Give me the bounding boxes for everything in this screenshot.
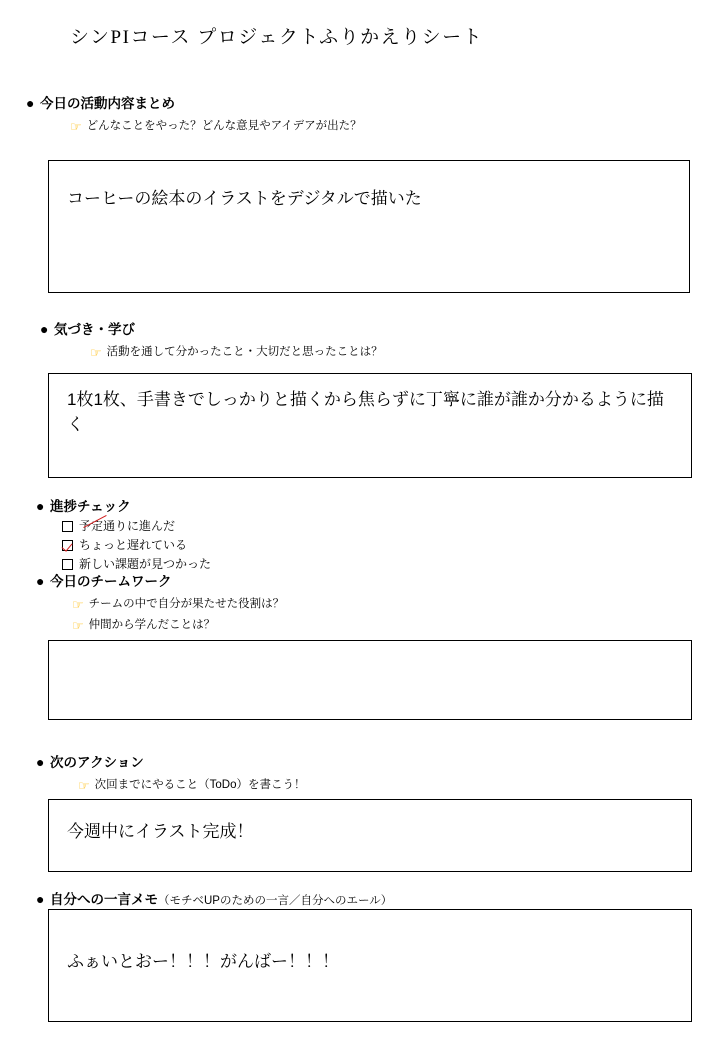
bullet-icon: ● bbox=[36, 498, 45, 514]
checkbox-row-slightly-behind[interactable] bbox=[62, 537, 211, 553]
checkbox-icon[interactable] bbox=[62, 521, 73, 532]
section-heading-today-summary bbox=[26, 92, 362, 112]
checkbox-label: 新しい課題が見つかった bbox=[79, 557, 212, 572]
checkbox-icon-checked[interactable] bbox=[62, 540, 73, 551]
hint-text: 活動を通して分かったこと・大切だと思ったことは？ bbox=[106, 346, 383, 358]
answer-box-next-action[interactable]: 今週中にイラスト完成！ bbox=[48, 799, 692, 872]
answer-box-today-summary[interactable]: コーヒーの絵本のイラストをデジタルで描いた bbox=[48, 160, 690, 293]
pointing-hand-icon: ☞ bbox=[90, 344, 102, 360]
pointing-hand-icon: ☞ bbox=[78, 777, 90, 793]
answer-box-self-memo[interactable]: ふぁいとおー！！！がんばー！！！ bbox=[48, 909, 692, 1022]
hint-next-action bbox=[78, 776, 306, 792]
hint-text: チームの中で自分が果たせた役割は？ bbox=[88, 598, 285, 610]
page-title: シンPIコース プロジェクトふりかえりシート bbox=[70, 27, 484, 48]
answer-box-teamwork[interactable] bbox=[48, 640, 692, 720]
hint-teamwork-role bbox=[72, 595, 284, 611]
bullet-icon: ● bbox=[40, 321, 49, 337]
heading-note: （モチベUPのための一言／自分へのエール） bbox=[158, 895, 393, 907]
section-progress-check bbox=[36, 495, 211, 573]
hint-teamwork-learned bbox=[72, 616, 284, 632]
pointing-hand-icon: ☞ bbox=[70, 118, 82, 134]
section-heading-progress-check bbox=[36, 495, 211, 515]
checkbox-icon[interactable] bbox=[62, 559, 73, 570]
pointing-hand-icon: ☞ bbox=[72, 617, 84, 633]
hint-today-summary bbox=[70, 117, 362, 133]
checkbox-row-on-schedule[interactable] bbox=[62, 518, 211, 534]
hint-text: 次回までにやること（ToDo）を書こう！ bbox=[94, 779, 306, 791]
section-self-memo bbox=[36, 888, 392, 908]
checkbox-label: 予定通りに進んだ bbox=[79, 519, 176, 533]
section-heading-next-action bbox=[36, 751, 306, 771]
section-next-action bbox=[36, 751, 306, 792]
section-heading-self-memo bbox=[36, 888, 392, 908]
hint-text: どんなことをやった？どんな意見やアイデアが出た？ bbox=[86, 120, 362, 132]
checkbox-label: ちょっと遅れている bbox=[79, 538, 188, 553]
bullet-icon: ● bbox=[36, 754, 45, 770]
section-heading-learning bbox=[40, 318, 383, 338]
heading-text: 自分への一言メモ bbox=[50, 892, 158, 907]
answer-box-learning[interactable]: 1枚1枚、手書きでしっかりと描くから焦らずに丁寧に誰が誰か分かるように描く bbox=[48, 373, 692, 478]
section-teamwork bbox=[36, 570, 284, 632]
pointing-hand-icon: ☞ bbox=[72, 596, 84, 612]
section-heading-teamwork bbox=[36, 570, 284, 590]
bullet-icon: ● bbox=[36, 573, 45, 589]
heading-text: 今日のチームワーク bbox=[50, 574, 172, 589]
heading-text: 次のアクション bbox=[50, 755, 144, 770]
heading-text: 気づき・学び bbox=[54, 322, 135, 337]
section-learning bbox=[40, 318, 383, 359]
hint-learning bbox=[90, 343, 383, 359]
bullet-icon: ● bbox=[36, 891, 45, 907]
hint-text: 仲間から学んだことは？ bbox=[88, 619, 216, 631]
section-today-summary bbox=[26, 92, 362, 133]
heading-text: 進捗チェック bbox=[50, 499, 131, 514]
heading-text: 今日の活動内容まとめ bbox=[40, 96, 175, 111]
bullet-icon: ● bbox=[26, 95, 35, 111]
